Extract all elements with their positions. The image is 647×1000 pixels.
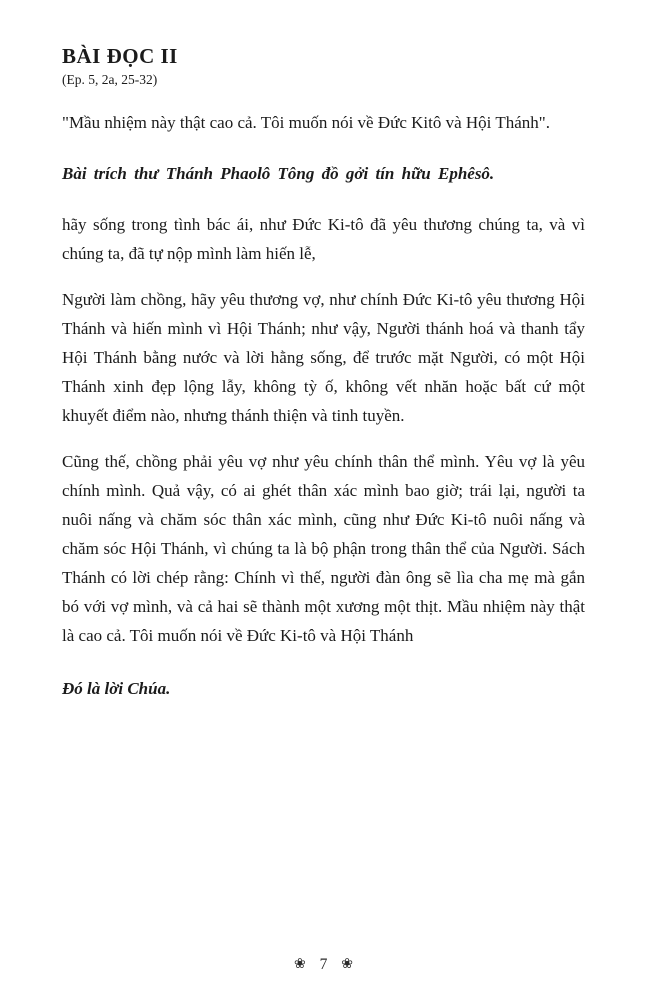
page-footer [0, 956, 647, 974]
scripture-reference: (Ep. 5, 2a, 25-32) [62, 72, 158, 87]
florette-icon-left: ❀ [294, 957, 306, 972]
page-number: 7 [319, 956, 328, 973]
intro-line: Bài trích thư Thánh Phaolô Tông đồ gởi tín hữu Ephêsô. [62, 164, 495, 183]
body-paragraph: Người làm chồng, hãy yêu thương vợ, như chính Đức Ki-tô yêu thương Hội Thánh và hiến mình vì Hội Thánh; như vậy, Người thánh hoá và thanh tẩy Hội Thánh bằng nước và lời hằng sống, để trước mặt Người, có một Hội Thánh xinh đẹp lộng lẫy, không tỳ ố, không vết nhăn hoặc bất cứ một khuyết điểm nào, nhưng thánh thiện và tinh tuyền. [62, 290, 585, 425]
body-paragraph: Cũng thế, chồng phải yêu vợ như yêu chính thân thể mình. Yêu vợ là yêu chính mình. Quả vậy, có ai ghét thân xác mình bao giờ; trái lại, người ta nuôi nấng và chăm sóc thân xác mình, cũng như Đức Ki-tô nuôi nấng và chăm sóc Hội Thánh, vì chúng ta là bộ phận trong thân thể của Người. Sách Thánh có lời chép rằng: Chính vì thế, người đàn ông sẽ lìa cha mẹ mà gắn bó với vợ mình, và cả hai sẽ thành một xương một thịt. Mầu nhiệm này thật là cao cả. Tôi muốn nói về Đức Ki-tô và Hội Thánh [62, 452, 585, 645]
body-paragraph: hãy sống trong tình bác ái, như Đức Ki-tô đã yêu thương chúng ta, và vì chúng ta, đã tự nộp mình làm hiến lễ, [62, 215, 585, 263]
epigraph-quote: "Mầu nhiệm này thật cao cả. Tôi muốn nói về Đức Kitô và Hội Thánh". [62, 113, 550, 132]
closing-line: Đó là lời Chúa. [62, 679, 171, 698]
reading-title: BÀI ĐỌC II [62, 44, 178, 68]
florette-icon-right: ❀ [341, 957, 353, 972]
